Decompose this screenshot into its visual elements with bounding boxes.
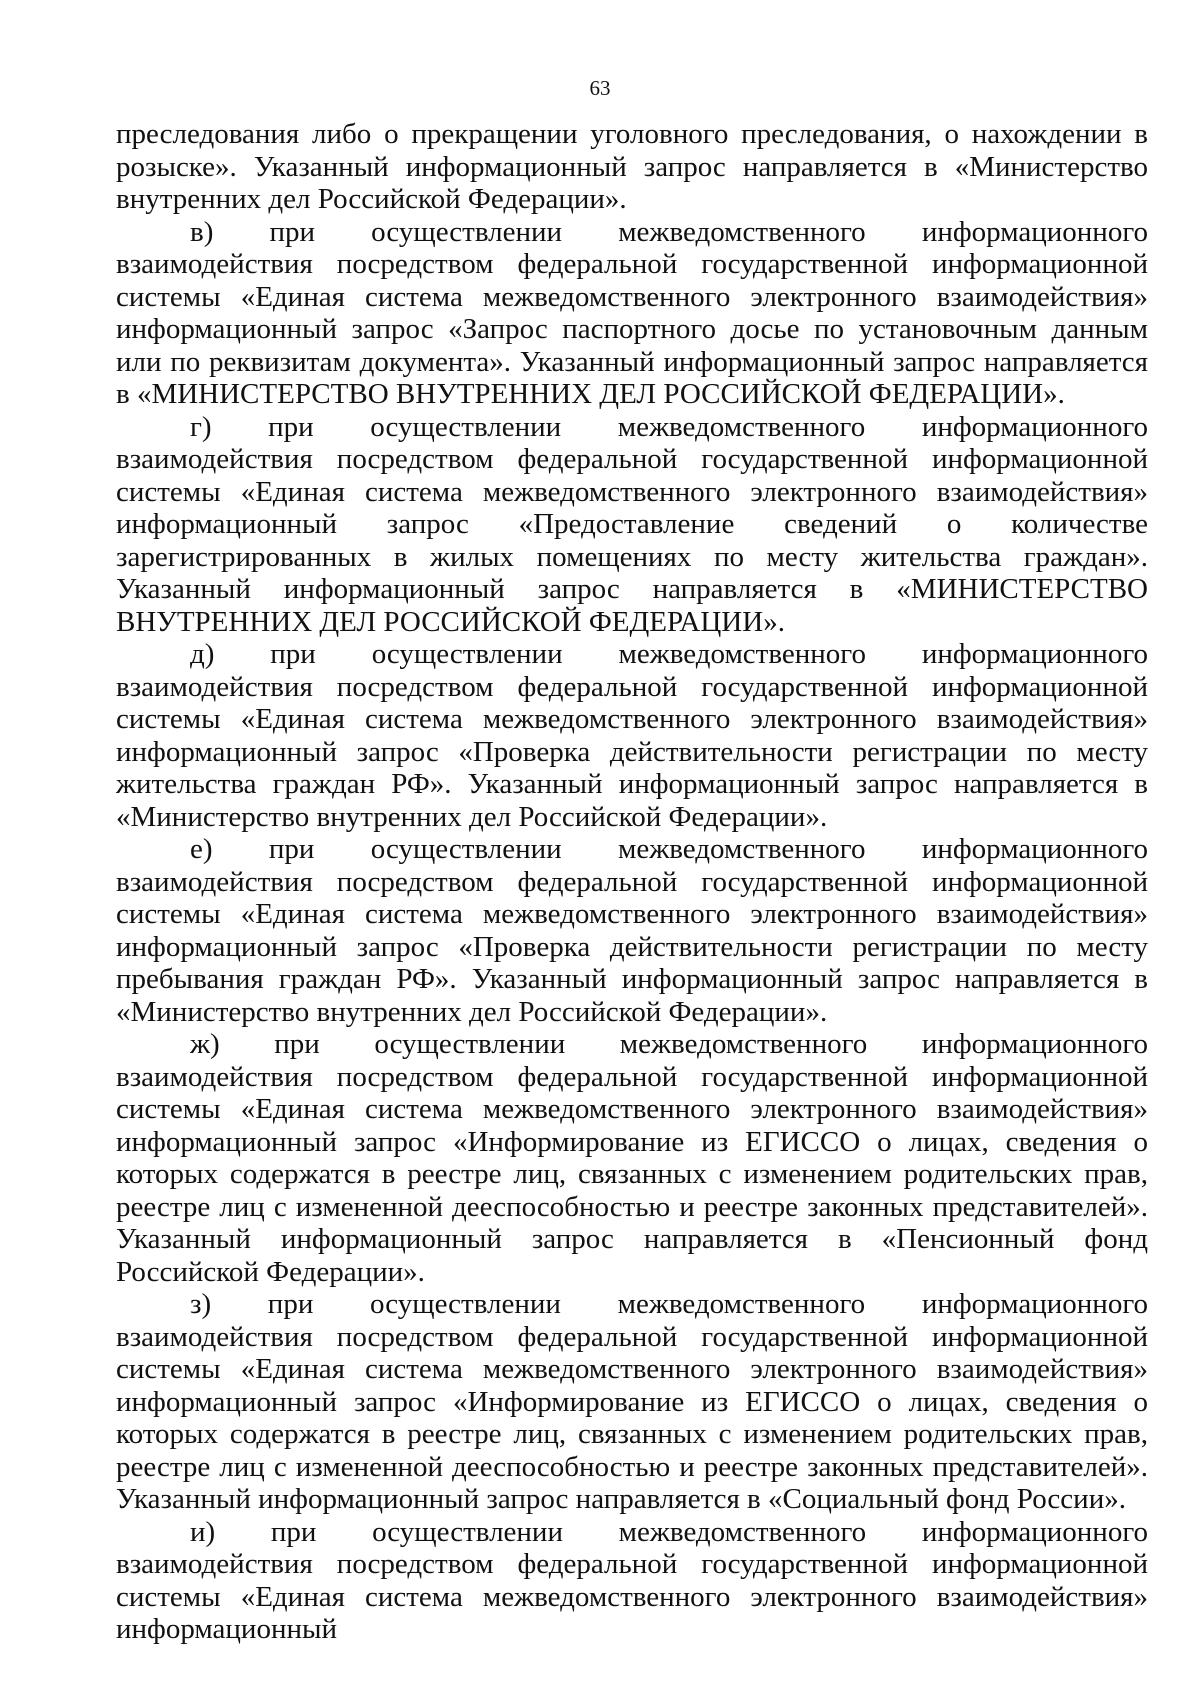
paragraph-item-z: з) при осуществлении межведомственного информационного взаимодействия посредством федеральной государственной информационной системы «Единая система межведомственного электронного взаимодействия» информационный запрос «Информирование из ЕГИССО о лицах, сведения о которых содержатся в реестре лиц, связанных с изменением родительских прав, реестре лиц с измененной дееспособностью и реестре законных представителей». Указанный информационный запрос направляется в «Социальный фонд России». [116,1288,1148,1515]
paragraph-item-e: е) при осуществлении межведомственного информационного взаимодействия посредством федеральной государственной информационной системы «Единая система межведомственного электронного взаимодействия» информационный запрос «Проверка действительности регистрации по месту пребывания граждан РФ». Указанный информационный запрос направляется в «Министерство внутренних дел Российской Федерации». [116,833,1148,1028]
paragraph-continuation: преследования либо о прекращении уголовного преследования, о нахождении в розыске». Указанный информационный запрос направляется в «Министерство внутренних дел Российской Федерации». [116,118,1148,215]
paragraph-item-g: г) при осуществлении межведомственного информационного взаимодействия посредством федеральной государственной информационной системы «Единая система межведомственного электронного взаимодействия» информационный запрос «Предоставление сведений о количестве зарегистрированных в жилых помещениях по месту жительства граждан». Указанный информационный запрос направляется в «МИНИСТЕРСТВО ВНУТРЕННИХ ДЕЛ РОССИЙСКОЙ ФЕДЕРАЦИИ». [116,410,1148,638]
paragraph-item-zh: ж) при осуществлении межведомственного информационного взаимодействия посредством федеральной государственной информационной системы «Единая система межведомственного электронного взаимодействия» информационный запрос «Информирование из ЕГИССО о лицах, сведения о которых содержатся в реестре лиц, связанных с изменением родительских прав, реестре лиц с измененной дееспособностью и реестре законных представителей». Указанный информационный запрос направляется в «Пенсионный фонд Российской Федерации». [116,1028,1148,1288]
paragraph-item-d: д) при осуществлении межведомственного информационного взаимодействия посредством федеральной государственной информационной системы «Единая система межведомственного электронного взаимодействия» информационный запрос «Проверка действительности регистрации по месту жительства граждан РФ». Указанный информационный запрос направляется в «Министерство внутренних дел Российской Федерации». [116,638,1148,833]
paragraph-item-i: и) при осуществлении межведомственного информационного взаимодействия посредством федеральной государственной информационной системы «Единая система межведомственного электронного взаимодействия» информационный [116,1515,1148,1645]
paragraph-item-v: в) при осуществлении межведомственного информационного взаимодействия посредством федеральной государственной информационной системы «Единая система межведомственного электронного взаимодействия» информационный запрос «Запрос паспортного досье по установочным данным или по реквизитам документа». Указанный информационный запрос направляется в «МИНИСТЕРСТВО ВНУТРЕННИХ ДЕЛ РОССИЙСКОЙ ФЕДЕРАЦИИ». [116,215,1148,410]
document-body [116,118,1148,1646]
page-number: 63 [589,76,611,100]
